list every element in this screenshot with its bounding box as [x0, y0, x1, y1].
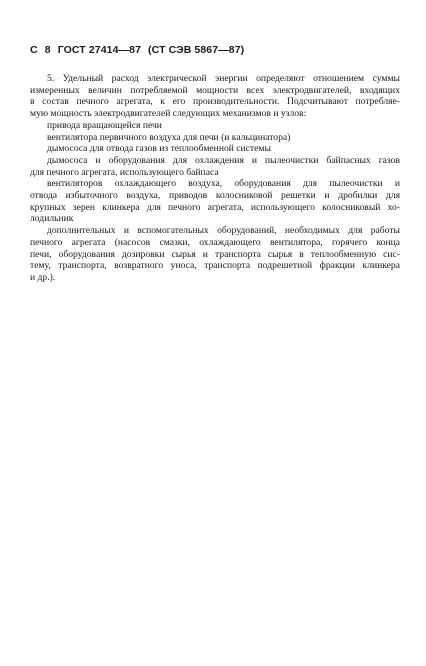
list-item: дымососа и оборудования для охлаждения и пылеочистки байпасных газов: [47, 154, 400, 166]
text-line: лодильник: [30, 213, 74, 225]
text-line: и др.).: [30, 271, 56, 283]
text-line: отвода избыточного воздуха, приводов колосниковой решетки и дробилки для: [30, 190, 400, 202]
page-header: [30, 44, 248, 56]
body-text: [30, 73, 400, 284]
text-line: мую мощность электродвигателей следующих механизмов и узлов:: [30, 108, 307, 120]
standard-code: ГОСТ 27414—87: [57, 44, 142, 56]
text-line: крупных зерен клинкера для печного агрегата, использующего колосниковый хо-: [30, 201, 400, 213]
list-item: дополнительных и вспомогательных оборудований, необходимых для работы: [47, 225, 400, 237]
page-letter: С: [30, 44, 38, 56]
text-line: тему, транспорта, возвратного уноса, транспорта подрешетной фракции клинкера: [30, 260, 400, 272]
list-item: вентиляторов охлаждающего воздуха, оборудования для пылеочистки и: [47, 178, 400, 190]
list-item: дымососа для отвода газов из теплообменной системы: [47, 143, 271, 155]
text-line: печного агрегата (насосов смазки, охлаждающего вентилятора, горячего конца: [30, 236, 400, 248]
text-line: измеренных величин потребляемой мощности всех электродвигателей, входящих: [30, 84, 400, 96]
equivalent-standard: (СТ СЭВ 5867—87): [148, 44, 245, 56]
text-line: 5. Удельный расход электрической энергии определяют отношением суммы: [47, 73, 400, 84]
text-line: печи, оборудования дозировки сырья и транспорта сырья в теплообменную сис-: [30, 248, 400, 260]
list-item: привода вращающейся печи: [47, 119, 162, 131]
page-number: 8: [44, 44, 51, 56]
text-line: для печного агрегата, использующего байпаса: [30, 166, 219, 178]
list-item: вентилятора первичного воздуха для печи (и кальцинатора): [47, 131, 291, 143]
text-line: в состав печного агрегата, к его производительности. Подсчитывают потребляе-: [30, 96, 400, 108]
